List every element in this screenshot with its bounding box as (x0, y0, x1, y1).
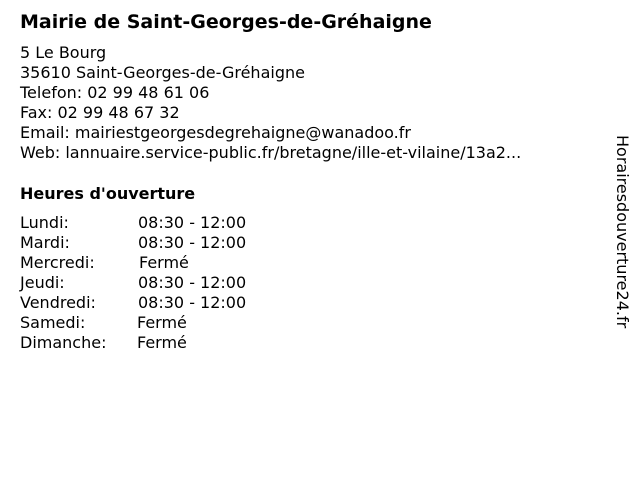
hours-value: 08:30 - 12:00 (138, 273, 247, 292)
day-label: Dimanche: (20, 333, 107, 352)
address-city: 35610 Saint-Georges-de-Gréhaigne (20, 63, 305, 82)
hours-value: 08:30 - 12:00 (138, 233, 247, 252)
contact-info (20, 43, 521, 163)
phone-line: Telefon: 02 99 48 61 06 (20, 83, 210, 102)
hours-value: 08:30 - 12:00 (138, 213, 247, 232)
page-title: Mairie de Saint-Georges-de-Gréhaigne (20, 11, 432, 33)
email-line: Email: mairiestgeorgesdegrehaigne@wanadoo.fr (20, 123, 411, 142)
fax-line: Fax: 02 99 48 67 32 (20, 103, 180, 122)
day-label: Samedi: (20, 313, 86, 332)
day-label: Jeudi: (20, 273, 65, 292)
day-label: Mardi: (20, 233, 70, 252)
address-street: 5 Le Bourg (20, 43, 107, 62)
hours-value: Fermé (137, 313, 187, 332)
day-label: Lundi: (20, 213, 69, 232)
web-line: Web: lannuaire.service-public.fr/bretagne/ille-et-vilaine/13a2... (20, 143, 522, 162)
hours-value: Fermé (137, 333, 187, 352)
day-label: Mercredi: (20, 253, 95, 272)
day-label: Vendredi: (20, 293, 96, 312)
site-watermark: Horairesdouverture24.fr (613, 135, 632, 329)
hours-value: 08:30 - 12:00 (138, 293, 247, 312)
hours-value: Fermé (139, 253, 189, 272)
hours-heading: Heures d'ouverture (20, 184, 196, 203)
